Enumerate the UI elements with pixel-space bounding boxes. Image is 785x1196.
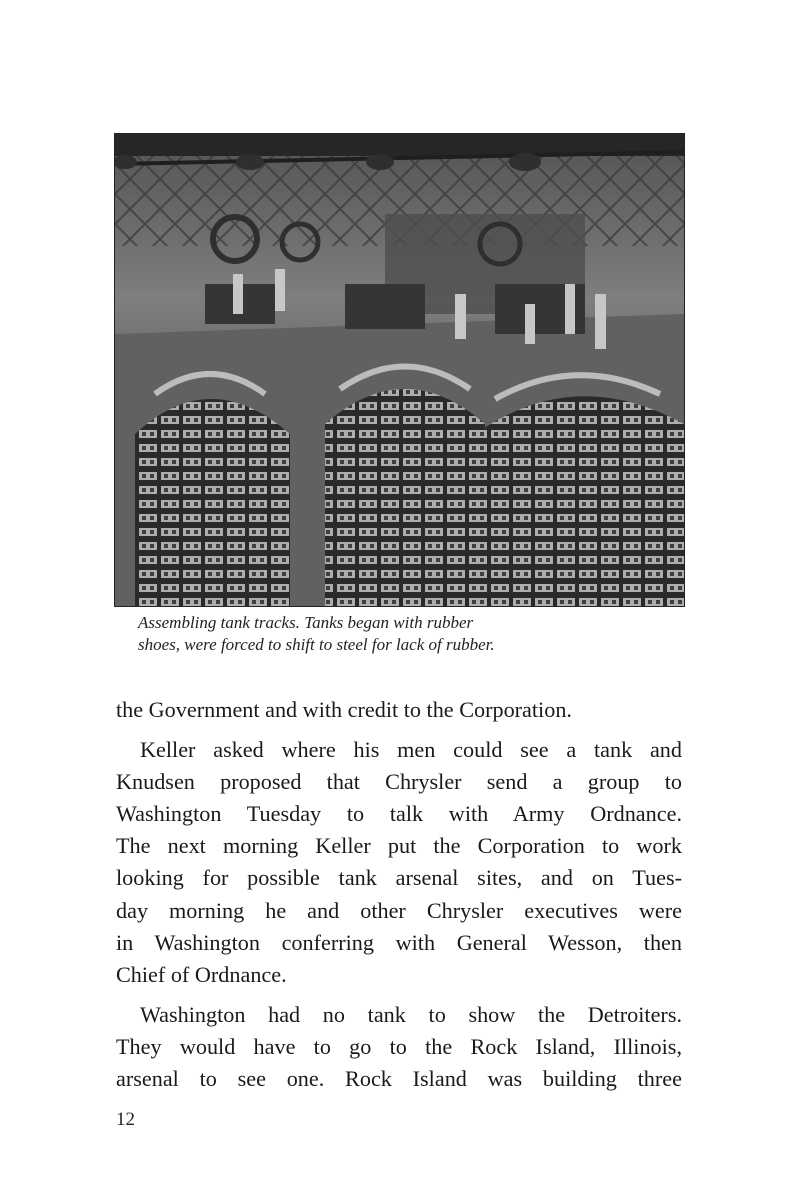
text-line: Keller asked where his men could see a tank and (140, 737, 682, 763)
text-line: day morning he and other Chrysler executives were (116, 897, 682, 923)
text-line: looking for possible tank arsenal sites, and on Tues- (116, 865, 682, 891)
page-number: 12 (116, 1109, 135, 1130)
text-line: Chief of Ordnance. (116, 961, 287, 987)
factory-photograph (114, 133, 685, 607)
text-line: arsenal to see one. Rock Island was building three (116, 1066, 682, 1092)
text-line: Washington had no tank to show the Detroiters. (140, 1001, 682, 1027)
text-line: They would have to go to the Rock Island, Illinois, (116, 1033, 682, 1059)
paragraph-2 (116, 734, 682, 991)
photo-caption (138, 612, 658, 656)
paragraph-3 (116, 999, 682, 1095)
text-line: the Government and with credit to the Corporation. (116, 697, 572, 722)
caption-line-2: shoes, were forced to shift to steel for lack of rubber. (138, 635, 495, 654)
text-line: in Washington conferring with General Wesson, then (116, 929, 682, 955)
text-line: The next morning Keller put the Corporation to work (116, 833, 682, 859)
tank-track-assembly-image (115, 134, 684, 606)
text-line: Washington Tuesday to talk with Army Ordnance. (116, 801, 682, 827)
paragraph-1 (116, 694, 682, 726)
caption-line-1: Assembling tank tracks. Tanks began with rubber (138, 613, 474, 632)
text-line: Knudsen proposed that Chrysler send a group to (116, 769, 682, 795)
body-text (116, 694, 682, 1103)
